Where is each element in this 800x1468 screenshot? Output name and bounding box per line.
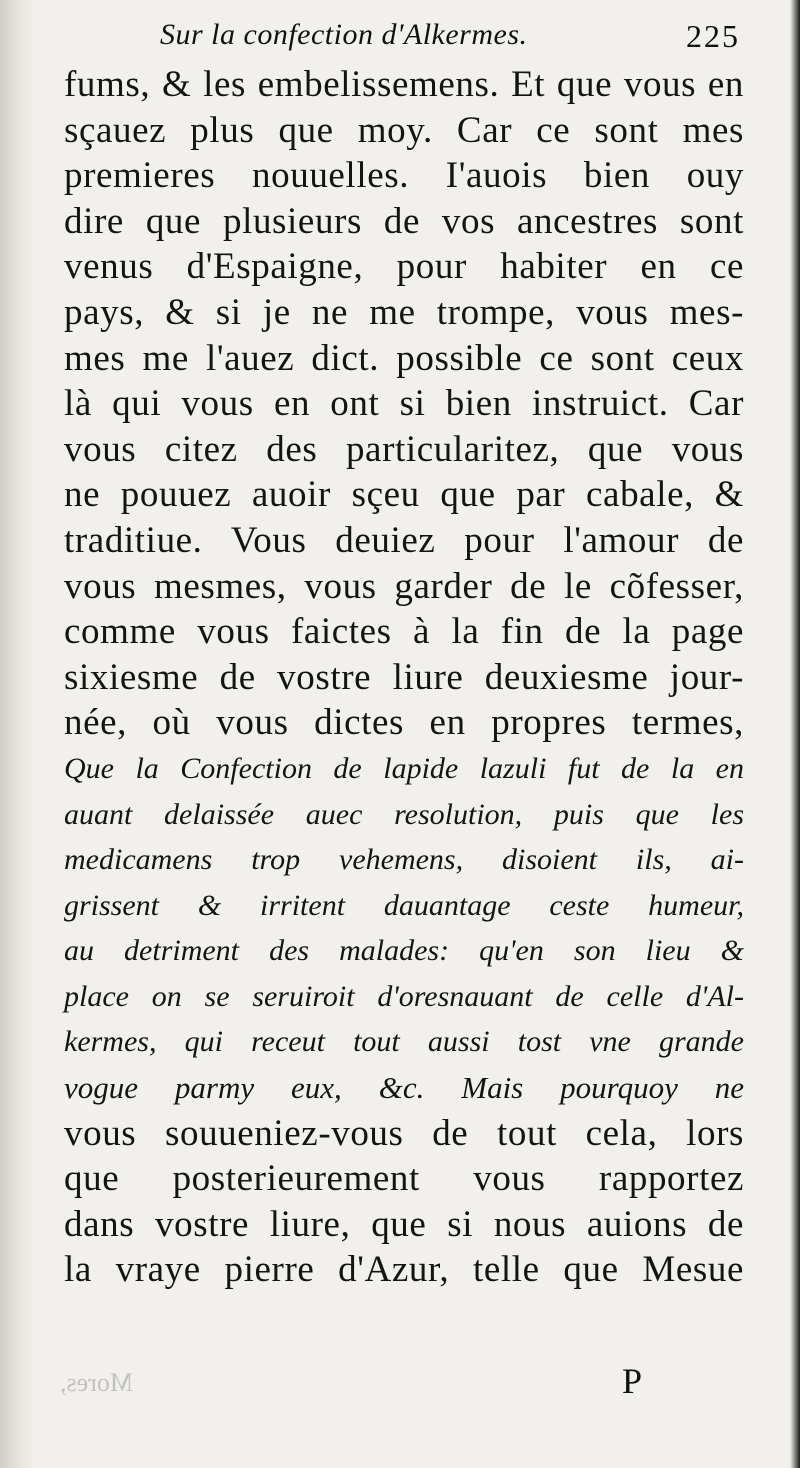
quote-line: au detriment des malades: qu'en son lieu & (64, 934, 744, 968)
text-line: sçauez plus que moy. Car ce sont mes (64, 109, 744, 151)
text-line: que posterieurement vous rapportez (64, 1158, 744, 1200)
quote-line: kermes, qui receut tout aussi tost vne grande (64, 1025, 744, 1059)
text-line: premieres nouuelles. I'auois bien ouy (64, 155, 744, 197)
text-line: venus d'Espaigne, pour habiter en ce (64, 246, 744, 288)
text-line: née, où vous dictes en propres termes, (64, 702, 744, 744)
show-through-text: Mores, (60, 1368, 133, 1397)
text-line: vous souueniez-vous de tout cela, lors (64, 1112, 744, 1154)
text-line: la vraye pierre d'Azur, telle que Mesue (64, 1249, 744, 1291)
quote-line: Que la Confection de lapide lazuli fut de la en (64, 751, 744, 785)
text-line: sixiesme de vostre liure deuxiesme jour- (64, 656, 744, 698)
quote-line: medicamens trop vehemens, disoient ils, ai- (64, 843, 744, 877)
quote-line: grissent & irritent dauantage ceste humeur, (64, 888, 744, 922)
text-line: vogue parmy eux, &c. Mais pourquoy ne (64, 1070, 744, 1106)
text-line: pays, & si je ne me trompe, vous mes- (64, 291, 744, 333)
page-number: 225 (686, 18, 740, 54)
page-gutter-shadow (0, 0, 34, 1468)
text-line: vous citez des particularitez, que vous (64, 428, 744, 470)
quote-line: auant delaissée auec resolution, puis que les (64, 797, 744, 831)
text-line: vous mesmes, vous garder de le cõfesser, (64, 565, 744, 607)
body-text (64, 62, 744, 1293)
text-line: comme vous faictes à la fin de la page (64, 611, 744, 653)
text-line: traditiue. Vous deuiez pour l'amour de (64, 519, 744, 561)
text-line: mes me l'auez dict. possible ce sont ceux (64, 337, 744, 379)
text-line: dans vostre liure, que si nous auions de (64, 1203, 744, 1245)
running-title: Sur la confection d'Alkermes. (160, 18, 528, 51)
text-line: fums, & les embelissemens. Et que vous en (64, 64, 744, 105)
signature-mark: P (621, 1361, 642, 1401)
quote-line: place on se seruiroit d'oresnauant de celle d'Al- (64, 979, 744, 1013)
text-line: là qui vous en ont si bien instruict. Car (64, 383, 744, 425)
page-edge-shadow (790, 0, 800, 1468)
text-line: dire que plusieurs de vos ancestres sont (64, 200, 744, 242)
text-line: ne pouuez auoir sçeu que par cabale, & (64, 474, 744, 516)
page-header (160, 14, 740, 58)
